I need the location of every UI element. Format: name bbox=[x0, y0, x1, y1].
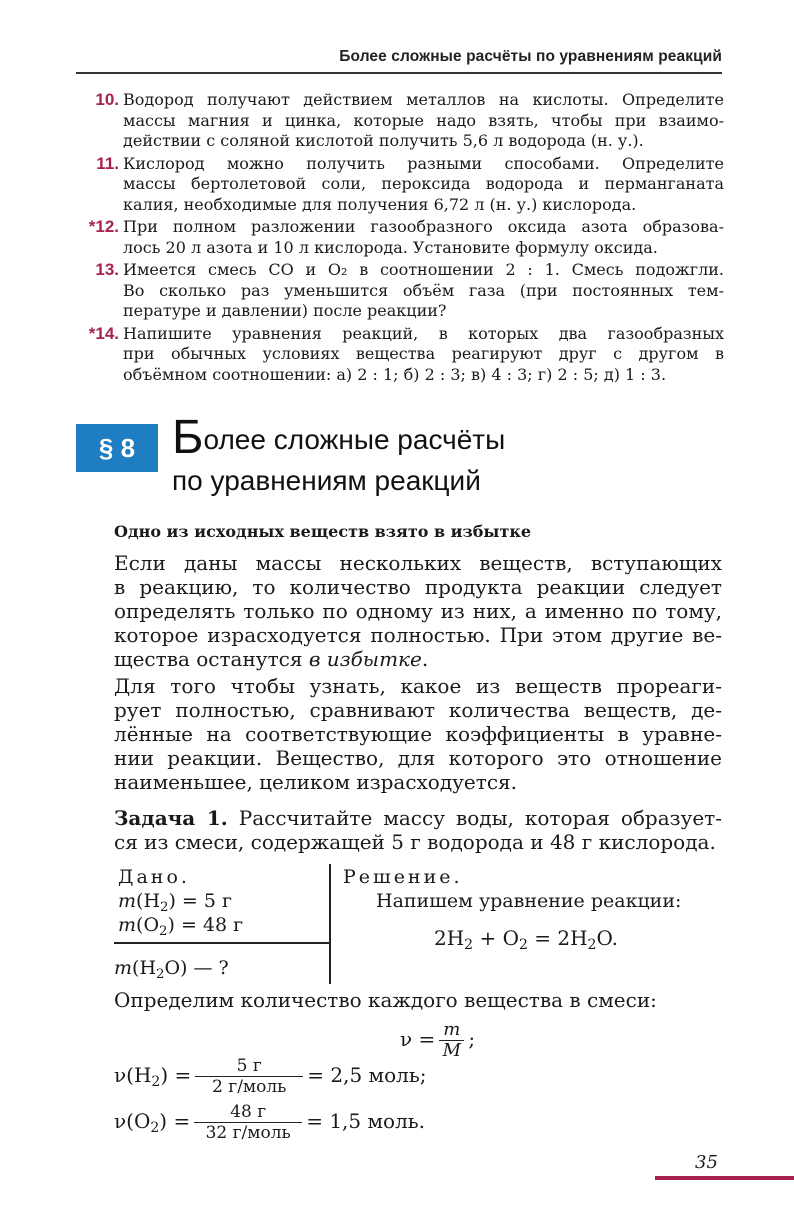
exercise-list bbox=[76, 90, 724, 387]
footer-rule bbox=[655, 1176, 794, 1180]
emphasis: в избытке bbox=[308, 647, 422, 671]
exercise-text-line: Кислород можно получить разными способами. Определите bbox=[123, 153, 724, 173]
running-title: Более сложные расчёты по уравнениям реакций bbox=[339, 48, 722, 65]
paragraph-line: нии реакции. Вещество, для которого это отношение bbox=[114, 746, 722, 770]
exercise-text-line: пературе и давлении) после реакции? bbox=[123, 301, 447, 320]
exercise-text-line: лось 20 л азота и 10 л кислорода. Установите формулу оксида. bbox=[123, 237, 658, 257]
given-o2: $m(O_2) = 48$ г bbox=[118, 914, 244, 939]
exercise-text-line: при обычных условиях вещества реагируют друг с другом в bbox=[123, 344, 724, 363]
paragraph-line: которое израсходуется полностью. При этом другие ве- bbox=[114, 623, 722, 647]
table-divider-horizontal bbox=[114, 942, 330, 944]
exercise-number: 13. bbox=[95, 260, 119, 279]
exercise-text-line: действии с соляной кислотой получить 5,6 л водорода (н. у.). bbox=[123, 131, 644, 150]
find-h2o: $m(H_2O)$ — ? bbox=[114, 957, 229, 982]
exercise-14 bbox=[76, 324, 724, 386]
table-divider-vertical bbox=[329, 864, 331, 984]
section-body bbox=[114, 522, 722, 857]
exercise-number: 10. bbox=[95, 90, 119, 109]
exercise-text-line: калия, необходимые для получения 6,72 л (н. у.) кислорода. bbox=[123, 194, 637, 214]
formula-nu: ν = $\frac{m}{M}$ ; bbox=[400, 1019, 476, 1061]
paragraph-line: щества останутся в избытке. bbox=[114, 647, 429, 671]
exercise-text-line: При полном разложении газообразного оксида азота образова- bbox=[123, 217, 724, 236]
section-heading bbox=[76, 411, 726, 518]
exercise-text-line: массы бертолетовой соли, пероксида водорода и перманганата bbox=[123, 174, 724, 193]
task-1 bbox=[114, 806, 722, 854]
exercise-text-line: массы магния и цинка, которые надо взять, чтобы при взаимо- bbox=[123, 110, 724, 130]
paragraph-line: Для того чтобы узнать, какое из веществ прореаги- bbox=[114, 674, 722, 698]
solution-intro: Напишем уравнение реакции: bbox=[376, 890, 682, 912]
paragraph-line: лённые на соответствующие коэффициенты в уравне- bbox=[114, 722, 722, 746]
exercise-number: 11. bbox=[96, 153, 119, 173]
exercise-13 bbox=[76, 260, 724, 322]
exercise-text-line: Напишите уравнения реакций, в которых два газообразных bbox=[123, 323, 724, 343]
solution-label: Решение. bbox=[343, 866, 463, 888]
exercise-text-line: объёмном соотношении: а) 2 : 1; б) 2 : 3; в) 4 : 3; г) 2 : 5; д) 1 : 3. bbox=[123, 364, 667, 384]
paragraph-line: наименьшее, целиком израсходуется. bbox=[114, 770, 518, 794]
exercise-number: *14. bbox=[88, 323, 119, 343]
paragraph-line: определять только по одному из них, а именно по тому, bbox=[114, 599, 722, 623]
step-text: Определим количество каждого вещества в смеси: bbox=[114, 988, 657, 1012]
given-label: Дано. bbox=[118, 866, 190, 888]
paragraph-line: Если даны массы нескольких веществ, вступающих bbox=[114, 551, 722, 575]
given-h2: $m(H_2) = 5$ г bbox=[118, 890, 232, 915]
formula-nu-o2: $\nu(O_2)$ = $\frac{48 г}{\text{32 г/моль}}$ = 1,5 моль. bbox=[114, 1102, 426, 1143]
title-line1: олее сложные расчёты bbox=[203, 424, 506, 455]
exercise-text-line: Водород получают действием металлов на кислоты. Определите bbox=[123, 90, 724, 109]
paragraph-2 bbox=[114, 674, 722, 794]
paragraph-line: в реакцию, то количество продукта реакции следует bbox=[114, 575, 722, 599]
exercise-number: *12. bbox=[88, 217, 119, 236]
task-line: Задача 1. Рассчитайте массу воды, которая образует- bbox=[114, 806, 722, 830]
section-title bbox=[172, 411, 506, 498]
exercise-text-line: Имеется смесь CO и O₂ в соотношении 2 : 1. Смесь подожгли. bbox=[123, 260, 724, 279]
formula-nu-h2: $\nu(H_2)$ = $\frac{5 г}{\text{2 г/моль}}$ = 2,5 моль; bbox=[114, 1056, 427, 1097]
exercise-12 bbox=[76, 217, 724, 258]
title-line2: по уравнениям реакций bbox=[172, 465, 481, 496]
page-number: 35 bbox=[695, 1152, 718, 1173]
exercise-10 bbox=[76, 90, 724, 152]
exercise-11 bbox=[76, 154, 724, 216]
section-badge: § 8 bbox=[76, 424, 158, 472]
subheading: Одно из исходных веществ взято в избытке bbox=[114, 522, 532, 541]
reaction-equation: $2H_2 + O_2 = 2H_2O$. bbox=[434, 926, 619, 954]
page-header bbox=[0, 0, 794, 80]
task-label: Задача 1. bbox=[114, 806, 228, 830]
paragraph-1 bbox=[114, 551, 722, 671]
title-initial: Б bbox=[172, 411, 204, 464]
task-line: ся из смеси, содержащей 5 г водорода и 48 г кислорода. bbox=[114, 830, 716, 854]
header-rule bbox=[76, 72, 722, 74]
exercise-text-line: Во сколько раз уменьшится объём газа (при постоянных тем- bbox=[123, 280, 724, 300]
given-solution-table bbox=[114, 862, 724, 984]
paragraph-line: рует полностью, сравнивают количества веществ, де- bbox=[114, 698, 722, 722]
